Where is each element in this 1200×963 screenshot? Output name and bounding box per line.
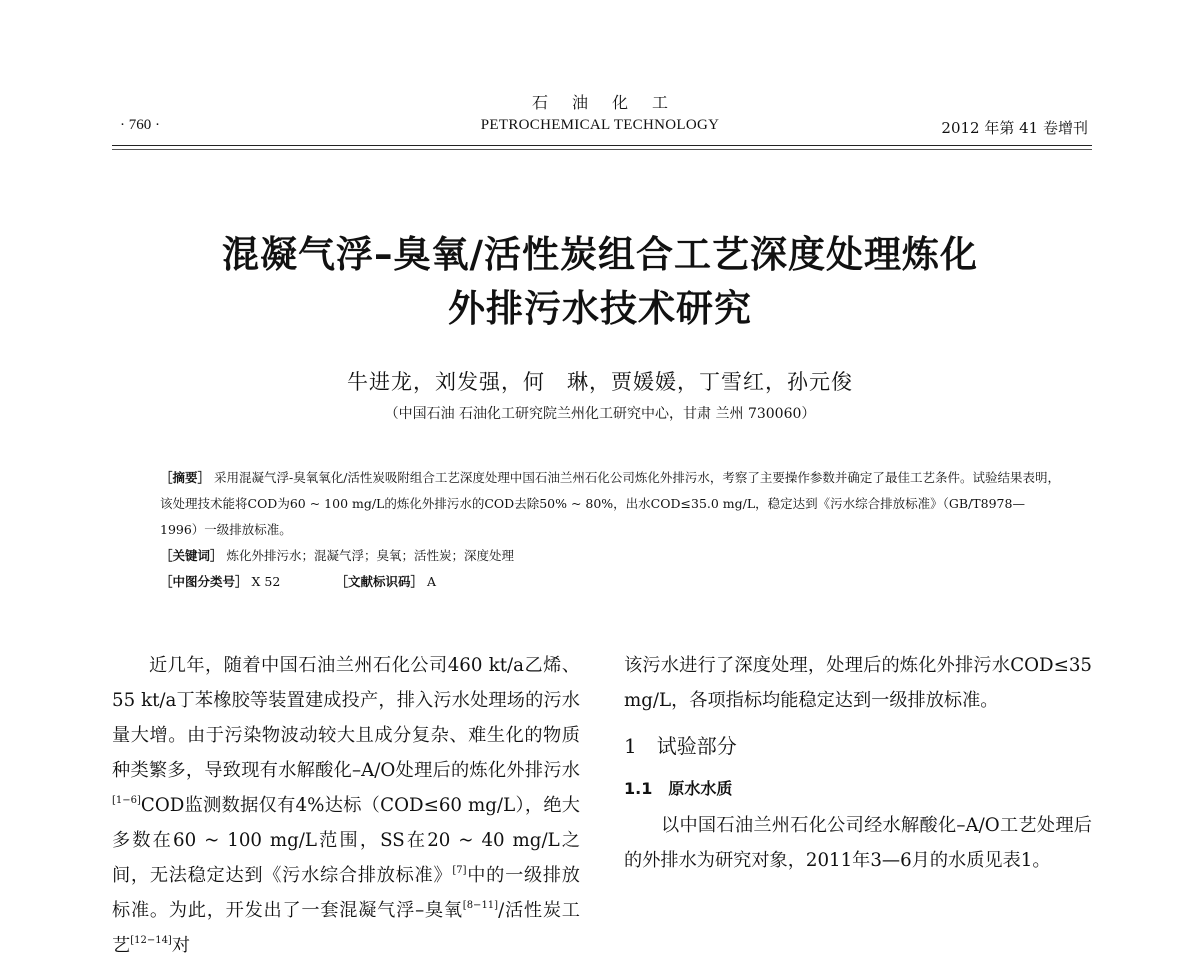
header-rule-secondary — [112, 149, 1092, 150]
clc-label: ［中图分类号］ — [160, 574, 248, 589]
body-left-column — [112, 648, 580, 963]
doc-code-value: A — [426, 574, 437, 589]
classification-row — [160, 569, 1060, 595]
intro-text-b: COD监测数据仅有4%达标（COD≤60 mg/L），绝大多数在60 ~ 100 mg/L范围，SS在20 ~ 40 mg/L之间，无法稳定达到《污水综合排放标准》 — [112, 795, 580, 886]
intro-continuation: 该污水进行了深度处理，处理后的炼化外排污水COD≤35 mg/L，各项指标均能稳定达到一级排放标准。 — [624, 655, 1092, 711]
abstract-label: ［摘要］ — [160, 470, 211, 485]
abstract — [160, 465, 1060, 543]
keywords-label: ［关键词］ — [160, 548, 223, 563]
paper-title-line2: 外排污水技术研究 — [448, 287, 752, 330]
paper-title-line1: 混凝气浮–臭氧/活性炭组合工艺深度处理炼化 — [221, 233, 978, 276]
intro-text-e: 对 — [171, 935, 191, 956]
abstract-block — [160, 465, 1060, 595]
subsection-heading-1-1: 1.1 原水水质 — [624, 779, 733, 798]
intro-text-a: 近几年，随着中国石油兰州石化公司460 kt/a乙烯、55 kt/a丁苯橡胶等装置建成投产，排入污水处理场的污水量大增。由于污染物波动较大且成分复杂、难生化的物质种类繁多，导致现有水解酸化–A/O处理后的炼化外排污水 — [112, 655, 580, 781]
affiliation: （中国石油 石油化工研究院兰州化工研究中心，甘肃 兰州 730060） — [384, 406, 816, 422]
journal-name-cn: 石油化工 — [531, 93, 692, 112]
raw-water-paragraph: 以中国石油兰州石化公司经水解酸化–A/O工艺处理后的外排水为研究对象，2011年3—6月的水质见表1。 — [624, 815, 1092, 871]
author-list: 牛进龙，刘发强，何 琳，贾媛媛，丁雪红，孙元俊 — [347, 370, 853, 394]
body-right-column — [624, 648, 1092, 878]
citation-7: [7] — [452, 865, 467, 876]
header-rule — [112, 145, 1092, 146]
citation-1-6: [1−6] — [112, 795, 141, 806]
intro-paragraph — [112, 648, 580, 963]
page-number: · 760 · — [120, 117, 160, 133]
journal-name-en: PETROCHEMICAL TECHNOLOGY — [480, 117, 720, 133]
citation-8-11: [8−11] — [462, 900, 499, 911]
intro-text-c: 中的一级排放标准。为此，开发出了一套混凝气浮–臭氧 — [112, 865, 580, 921]
abstract-text: 采用混凝气浮-臭氧氧化/活性炭吸附组合工艺深度处理中国石油兰州石化公司炼化外排污水，考察了主要操作参数并确定了最佳工艺条件。试验结果表明，该处理技术能将COD为60 ~ 100 mg/L的炼化外排污水的COD去除50% ~ 80%，出水COD≤35.0 mg/L，稳定达到《污水综合排放标准》（GB/T8978—1996）一级排放标准。 — [160, 470, 1060, 537]
keywords-text: 炼化外排污水；混凝气浮；臭氧；活性炭；深度处理 — [226, 548, 515, 563]
keywords — [160, 543, 1060, 569]
section-heading-1: 1 试验部分 — [624, 734, 737, 758]
clc-value: X 52 — [251, 574, 281, 589]
citation-12-14: [12−14] — [130, 935, 172, 946]
doc-code-label: ［文献标识码］ — [335, 574, 423, 589]
issue-info: 2012 年第 41 卷增刊 — [941, 119, 1088, 137]
intro-text-d: /活性炭工艺 — [112, 900, 580, 956]
